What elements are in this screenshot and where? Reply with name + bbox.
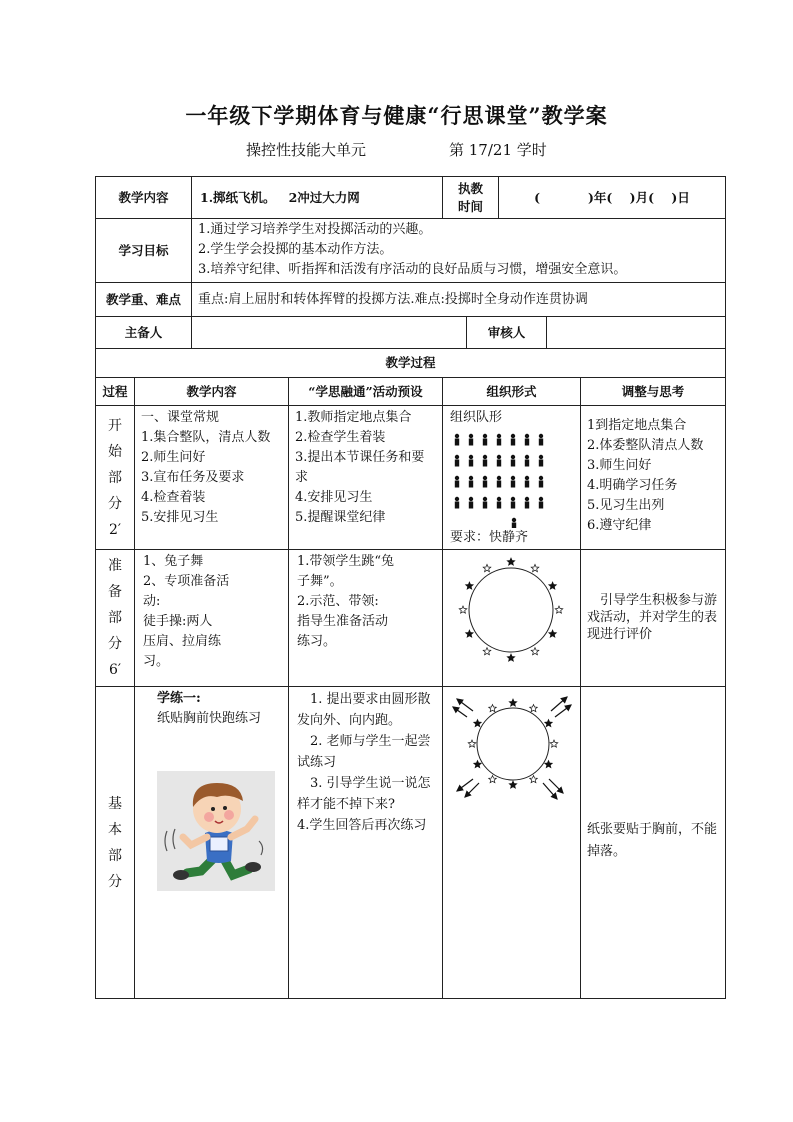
filled-star-icon (507, 654, 515, 661)
goal-item: 2.学生学会投掷的基本动作方法。 (198, 242, 393, 257)
col-header-stage (95, 377, 135, 406)
outline-star-icon (530, 705, 538, 712)
student-figure (455, 476, 459, 488)
list-item: 练习。 (297, 634, 337, 649)
content-label: 教学内容 (118, 189, 169, 205)
student-figure (469, 434, 473, 446)
stage-duration: 6′ (108, 662, 122, 678)
date-label-2: 时间 (457, 198, 483, 214)
student-figure (483, 455, 487, 467)
outline-star-icon (550, 740, 558, 747)
list-item: 1到指定地点集合 (587, 418, 687, 433)
stage-char: 部 (108, 469, 122, 486)
student-figure (511, 476, 515, 488)
list-item: 1.教师指定地点集合 (295, 410, 412, 425)
list-item: 5.提醒课堂纪律 (295, 510, 386, 525)
list-item: 一、课堂常规 (141, 410, 220, 425)
student-figure (483, 497, 487, 509)
goal-list (191, 218, 726, 283)
filled-star-icon (466, 630, 474, 637)
reviewer-label-cell (466, 316, 547, 349)
outline-star-icon (489, 776, 497, 783)
goal-item: 3.培养守纪律、听指挥和活泼有序活动的良好品质与习惯，增强安全意识。 (198, 262, 627, 277)
col-header-reflection-label: 调整与思考 (621, 383, 685, 399)
list-item: 1.集合整队，清点人数 (141, 430, 271, 445)
list-item: 徒手操:两人 (143, 614, 213, 629)
stage-char: 备 (108, 584, 122, 600)
col-header-activity-label: “学思融通”活动预设 (308, 383, 423, 399)
reviewer-label: 审核人 (487, 324, 526, 340)
filled-star-icon (466, 582, 474, 589)
student-figure (525, 434, 529, 446)
col-header-content-label: 教学内容 (186, 383, 237, 399)
list-item: 子舞”。 (297, 574, 343, 589)
list-item: 1、兔子舞 (143, 554, 204, 569)
stage-char: 分 (108, 873, 122, 890)
student-figure (539, 476, 543, 488)
preparer-value-cell (191, 316, 467, 349)
stage-char: 基 (108, 795, 122, 812)
lesson-number: 第 17/21 学时 (449, 141, 547, 159)
content-subtitle: 纸贴胸前快跑练习 (157, 711, 262, 726)
student-figure (469, 455, 473, 467)
student-figure (455, 455, 459, 467)
stage-duration: 2′ (108, 521, 122, 538)
circle-formation-diagram (443, 550, 580, 686)
content-value: 1.掷纸飞机。 2冲过大力网 (200, 189, 360, 205)
student-figure (539, 497, 543, 509)
stage-char: 准 (108, 558, 122, 574)
stage-char: 始 (108, 443, 122, 460)
list-item: 4.明确学习任务 (587, 478, 678, 493)
key-label: 教学重、难点 (105, 291, 181, 307)
reviewer-value-cell (546, 316, 726, 349)
list-item: 指导生准备活动 (297, 614, 389, 629)
list-item: 求 (295, 470, 309, 485)
col-header-reflection (580, 377, 726, 406)
student-figure (497, 434, 501, 446)
outline-star-icon (489, 705, 497, 712)
date-value-cell (498, 176, 726, 219)
student-figure (483, 434, 487, 446)
running-child-illustration (157, 771, 275, 891)
stage-prep (95, 549, 135, 687)
col-header-organization (442, 377, 581, 406)
student-figure (511, 434, 515, 446)
page-title: 一年级下学期体育与健康“行思课堂”教学案 (185, 103, 608, 128)
basic-content (134, 686, 289, 999)
filled-star-icon (507, 558, 515, 565)
student-figure (525, 476, 529, 488)
reflection-text: 纸张要贴于胸前，不能掉落。 (587, 822, 718, 859)
student-figure (469, 476, 473, 488)
key-label-cell (95, 282, 192, 317)
start-reflection (580, 405, 726, 550)
teacher-figure (512, 518, 516, 528)
outline-star-icon (483, 648, 491, 655)
list-item: 4.检查着装 (141, 490, 206, 505)
col-header-content (134, 377, 289, 406)
outline-star-icon (555, 606, 563, 613)
list-item: 动: (143, 594, 161, 609)
prep-reflection (580, 549, 726, 687)
filled-star-icon (509, 699, 517, 706)
outline-star-icon (531, 564, 539, 571)
scatter-run-diagram (443, 687, 580, 807)
date-label-1: 执教 (457, 180, 483, 196)
stage-char: 分 (108, 636, 122, 652)
content-value-cell (191, 176, 443, 219)
outline-star-icon (483, 564, 491, 571)
stage-char: 开 (108, 417, 122, 434)
unit-label: 操控性技能大单元 (246, 141, 367, 159)
list-item: 压肩、拉肩练 (143, 634, 222, 649)
preparer-label: 主备人 (124, 324, 163, 340)
stage-char: 部 (108, 610, 122, 626)
key-value-cell (191, 282, 726, 317)
stage-char: 本 (108, 821, 122, 838)
student-figure (497, 497, 501, 509)
org-title: 组织队形 (450, 410, 503, 425)
student-figure (511, 455, 515, 467)
col-header-activity (288, 377, 443, 406)
student-figure (469, 497, 473, 509)
student-figure (455, 497, 459, 509)
student-figure (525, 497, 529, 509)
reflection-text: 引导学生积极参与游戏活动，并对学生的表现进行评价 (587, 593, 718, 642)
list-item: 4.安排见习生 (295, 490, 373, 505)
prep-content (134, 549, 289, 687)
student-figure (525, 455, 529, 467)
filled-star-icon (545, 720, 553, 727)
list-item: 5.安排见习生 (141, 510, 219, 525)
filled-star-icon (474, 720, 482, 727)
student-figure (497, 476, 501, 488)
goal-item: 1.通过学习培养学生对投掷活动的兴趣。 (198, 222, 432, 237)
prep-activity (288, 549, 443, 687)
filled-star-icon (509, 781, 517, 788)
list-item: 5.见习生出列 (587, 498, 665, 513)
date-label-cell (442, 176, 499, 219)
list-item: 1.带领学生跳“兔 (297, 554, 395, 569)
stage-basic (95, 686, 135, 999)
outline-star-icon (468, 740, 476, 747)
stage-char: 部 (108, 847, 122, 864)
stage-char: 分 (108, 495, 122, 512)
outline-star-icon (459, 606, 467, 613)
list-item: 2.示范、带领: (297, 594, 379, 609)
goal-label: 学习目标 (118, 242, 169, 258)
filled-star-icon (474, 761, 482, 768)
col-header-stage-label: 过程 (102, 383, 128, 399)
basic-organization (442, 686, 581, 999)
list-item: 3.宣布任务及要求 (141, 470, 245, 485)
formation-diagram (443, 428, 580, 528)
basic-activity (288, 686, 443, 999)
list-item: 2. 老师与学生一起尝试练习 (297, 734, 431, 770)
list-item: 3. 引导学生说一说怎样才能不掉下来? (297, 776, 431, 812)
date-value: ( )年( )月( )日 (534, 189, 690, 205)
start-activity (288, 405, 443, 550)
student-figure (539, 455, 543, 467)
start-organization (442, 405, 581, 550)
student-figure (483, 476, 487, 488)
student-figure (511, 497, 515, 509)
list-item: 3.师生问好 (587, 458, 652, 473)
outline-star-icon (531, 648, 539, 655)
student-figure (497, 455, 501, 467)
key-value: 重点:肩上屈肘和转体挥臂的投掷方法.难点:投掷时全身动作连贯协调 (198, 291, 588, 307)
list-item: 6.遵守纪律 (587, 518, 652, 533)
stage-start (95, 405, 135, 550)
list-item: 习。 (143, 654, 170, 669)
list-item: 2.师生问好 (141, 450, 206, 465)
list-item: 2、专项准备活 (143, 574, 230, 589)
student-figure (539, 434, 543, 446)
process-title-cell (95, 348, 726, 378)
basic-reflection (580, 686, 726, 999)
content-title: 学练一: (157, 691, 201, 706)
list-item: 4.学生回答后再次练习 (297, 818, 427, 833)
list-item: 2.检查学生着装 (295, 430, 386, 445)
start-content (134, 405, 289, 550)
filled-star-icon (545, 761, 553, 768)
filled-star-icon (549, 582, 557, 589)
col-header-organization-label: 组织形式 (486, 383, 537, 399)
outline-star-icon (530, 776, 538, 783)
student-figure (455, 434, 459, 446)
filled-star-icon (549, 630, 557, 637)
list-item: 1. 提出要求由圆形散发向外、向内跑。 (297, 692, 431, 728)
preparer-label-cell (95, 316, 192, 349)
list-item: 3.提出本节课任务和要 (295, 450, 425, 465)
prep-organization (442, 549, 581, 687)
goal-label-cell (95, 218, 192, 283)
list-item: 2.体委整队清点人数 (587, 438, 704, 453)
org-requirement: 要求：快静齐 (450, 530, 529, 545)
content-label-cell (95, 176, 192, 219)
process-title: 教学过程 (385, 355, 436, 370)
